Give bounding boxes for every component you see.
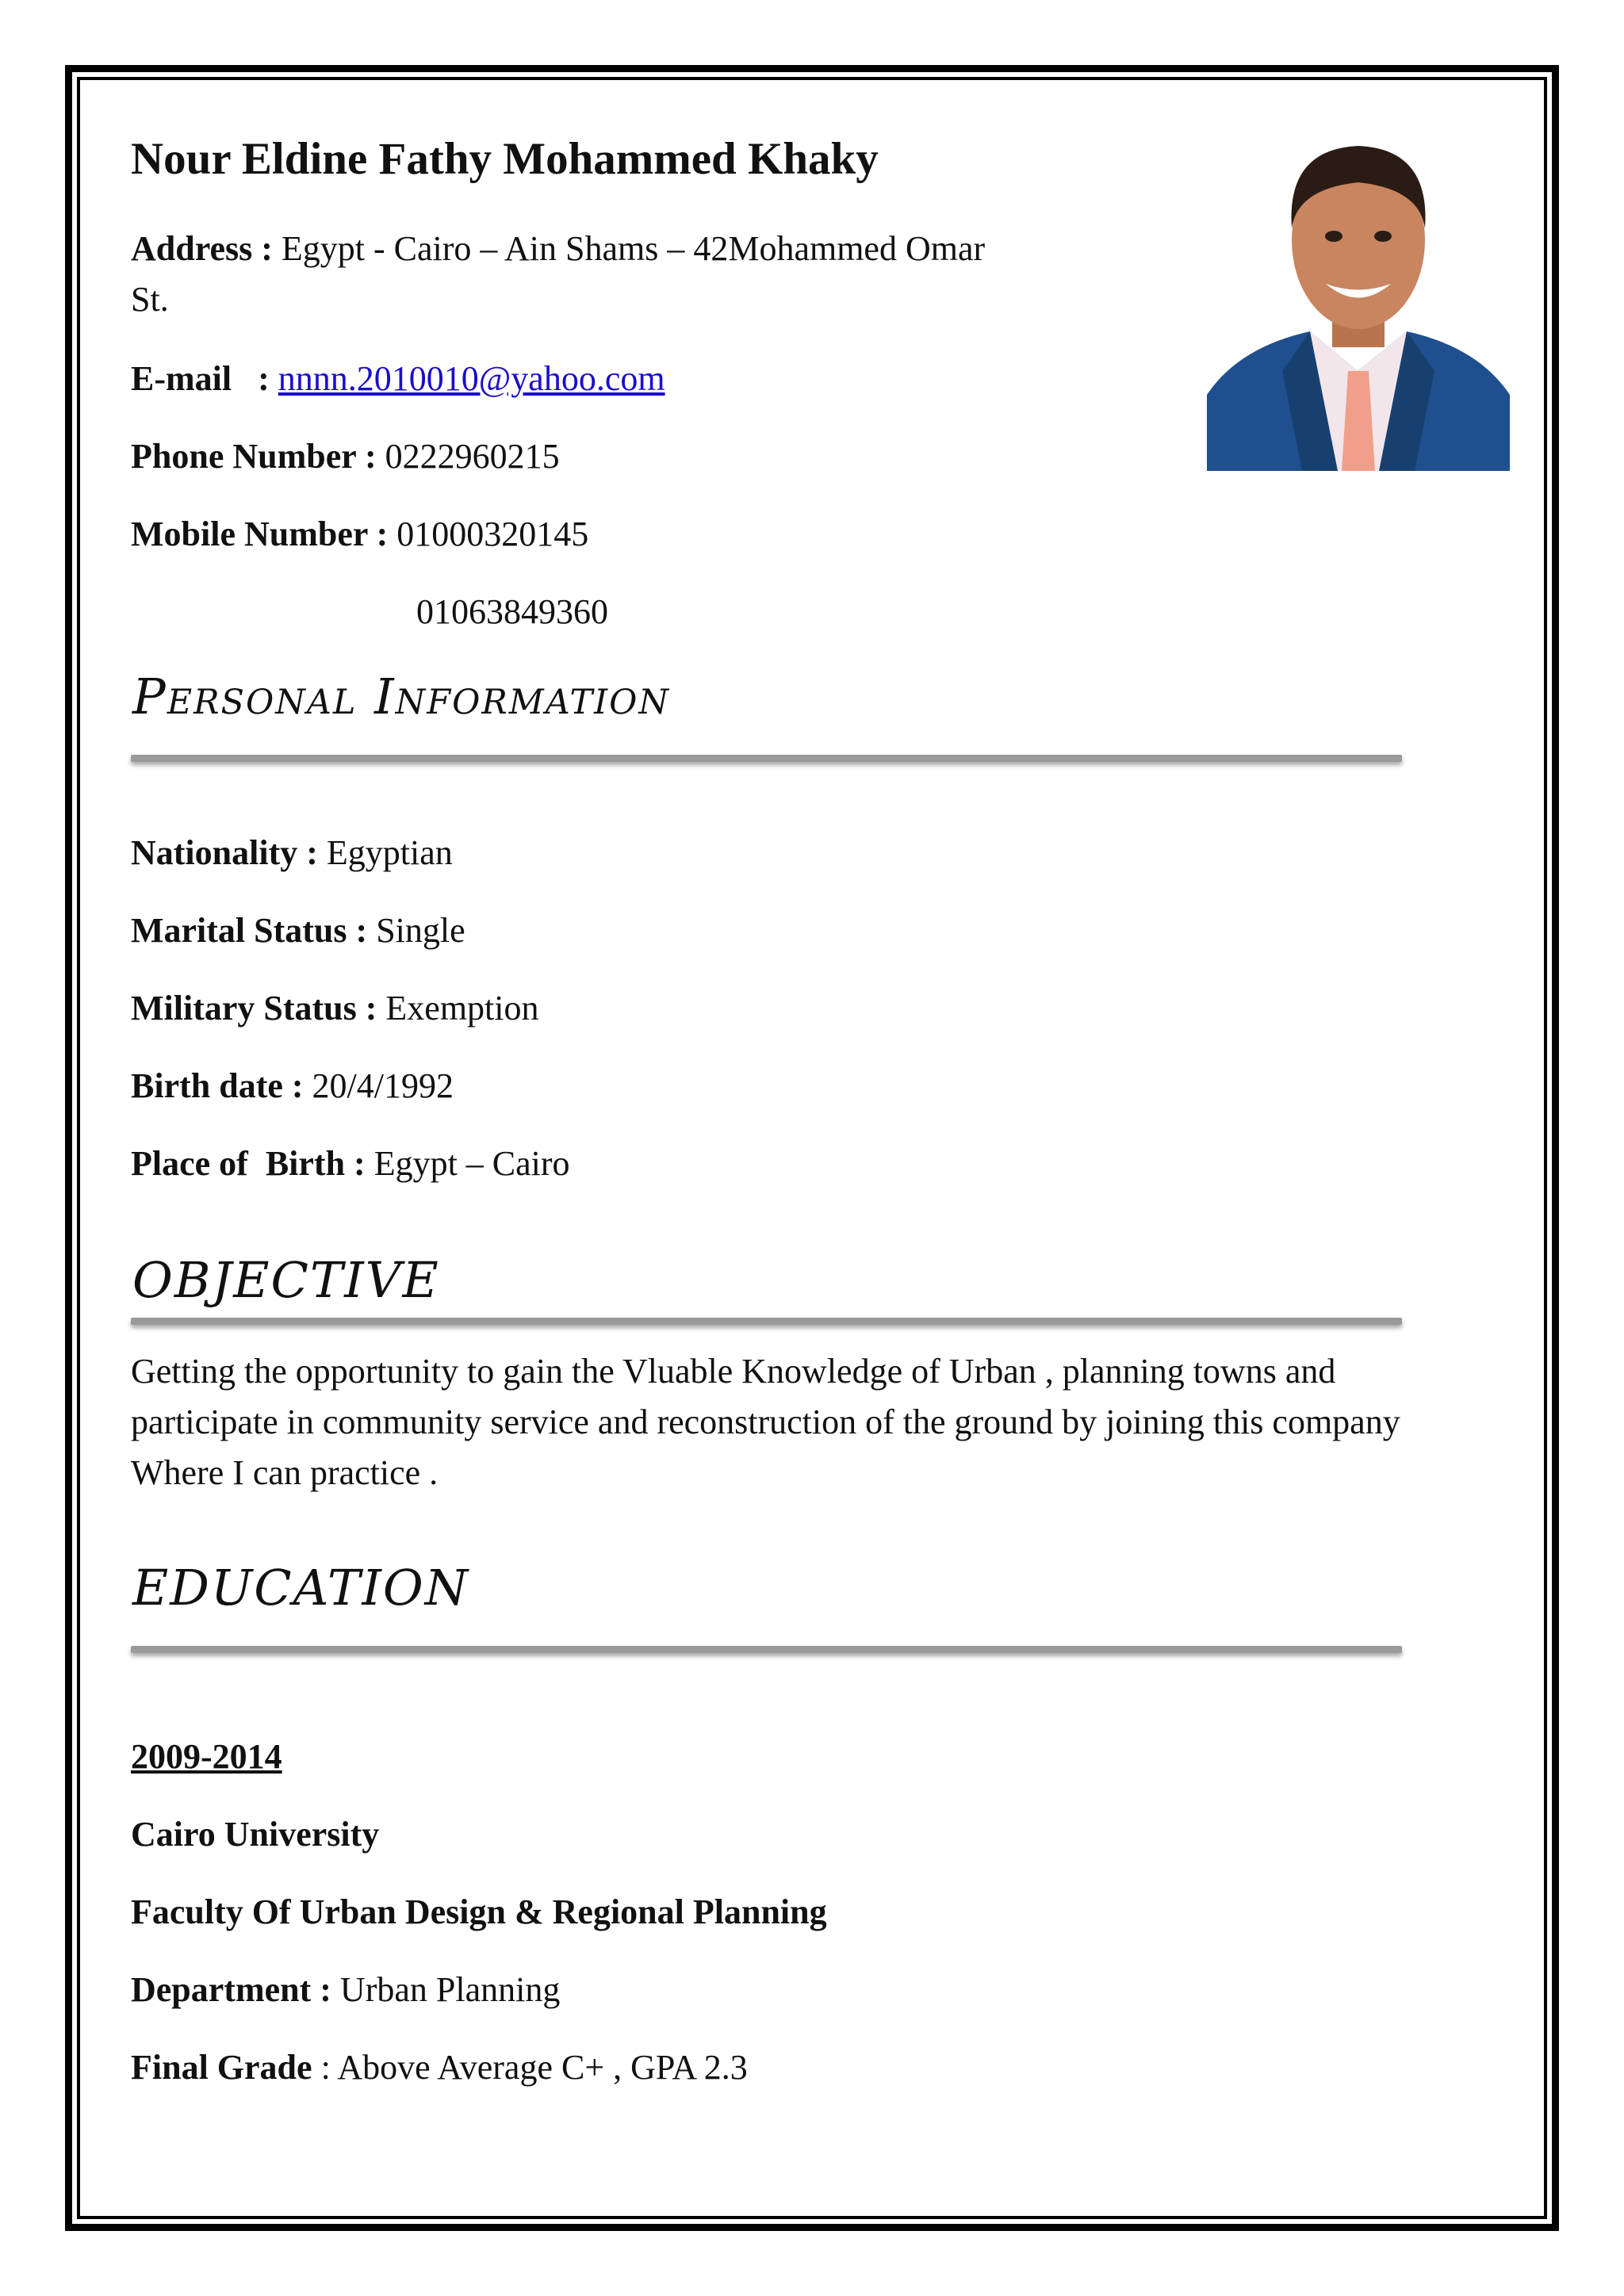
profile-photo (1207, 133, 1510, 471)
nationality-label: Nationality : (131, 833, 318, 872)
final-grade-line (131, 2042, 748, 2093)
mobile-value-1: 01000320145 (396, 515, 589, 553)
university-line (131, 1809, 379, 1860)
birth-date-value: 20/4/1992 (312, 1066, 454, 1105)
phone-line (131, 431, 560, 482)
birth-date-line (131, 1061, 454, 1112)
department-line (131, 1965, 560, 2015)
personal-info-rule (131, 755, 1402, 762)
birth-place-label: Place of Birth : (131, 1144, 366, 1183)
faculty-line (131, 1887, 827, 1938)
email-link[interactable]: nnnn.2010010@yahoo.com (278, 359, 665, 398)
final-grade-value: : Above Average C+ , GPA 2.3 (320, 2048, 748, 2087)
address-value: Egypt - Cairo – Ain Shams – 42Mohammed Omar St. (131, 229, 986, 319)
education-years (131, 1732, 282, 1782)
department-label: Department : (131, 1970, 331, 2009)
profile-photo-icon (1207, 133, 1510, 471)
marital-status-line (131, 905, 465, 956)
address-label: Address : (131, 229, 273, 268)
education-rule (131, 1646, 1402, 1653)
education-heading: EDUCATION (132, 1559, 469, 1617)
nationality-value: Egyptian (326, 833, 453, 872)
military-status-line (131, 983, 539, 1034)
candidate-name: Nour Eldine Fathy Mohammed Khaky (131, 134, 879, 184)
objective-text: Getting the opportunity to gain the Vluable Knowledge of Urban , planning towns and participate in community service and reconstruction of the ground by joining this company Where I can practice . (131, 1352, 1400, 1492)
mobile-label: Mobile Number : (131, 515, 389, 553)
birth-place-line (131, 1138, 570, 1189)
marital-status-value: Single (376, 911, 465, 950)
military-status-label: Military Status : (131, 989, 377, 1027)
marital-status-label: Marital Status : (131, 911, 368, 950)
email-label: E-mail : (131, 359, 270, 398)
faculty-name: Faculty Of Urban Design & Regional Planning (131, 1892, 827, 1931)
email-line (131, 354, 665, 404)
nationality-line (131, 828, 453, 878)
address-line (131, 224, 1003, 325)
phone-label: Phone Number : (131, 437, 377, 476)
department-value: Urban Planning (339, 1970, 561, 2009)
objective-heading: OBJECTIVE (132, 1251, 440, 1309)
mobile-line-2 (416, 587, 608, 637)
phone-value: 0222960215 (385, 437, 560, 476)
final-grade-label: Final Grade (131, 2048, 312, 2087)
mobile-line (131, 509, 588, 560)
mobile-value-2: 01063849360 (416, 592, 608, 631)
university-name: Cairo University (131, 1815, 380, 1854)
birth-place-value: Egypt – Cairo (373, 1144, 570, 1183)
personal-info-heading: Personal Information (132, 668, 670, 725)
education-years-text: 2009-2014 (131, 1737, 282, 1776)
military-status-value: Exemption (385, 989, 539, 1027)
objective-rule (131, 1318, 1402, 1325)
birth-date-label: Birth date : (131, 1066, 304, 1105)
